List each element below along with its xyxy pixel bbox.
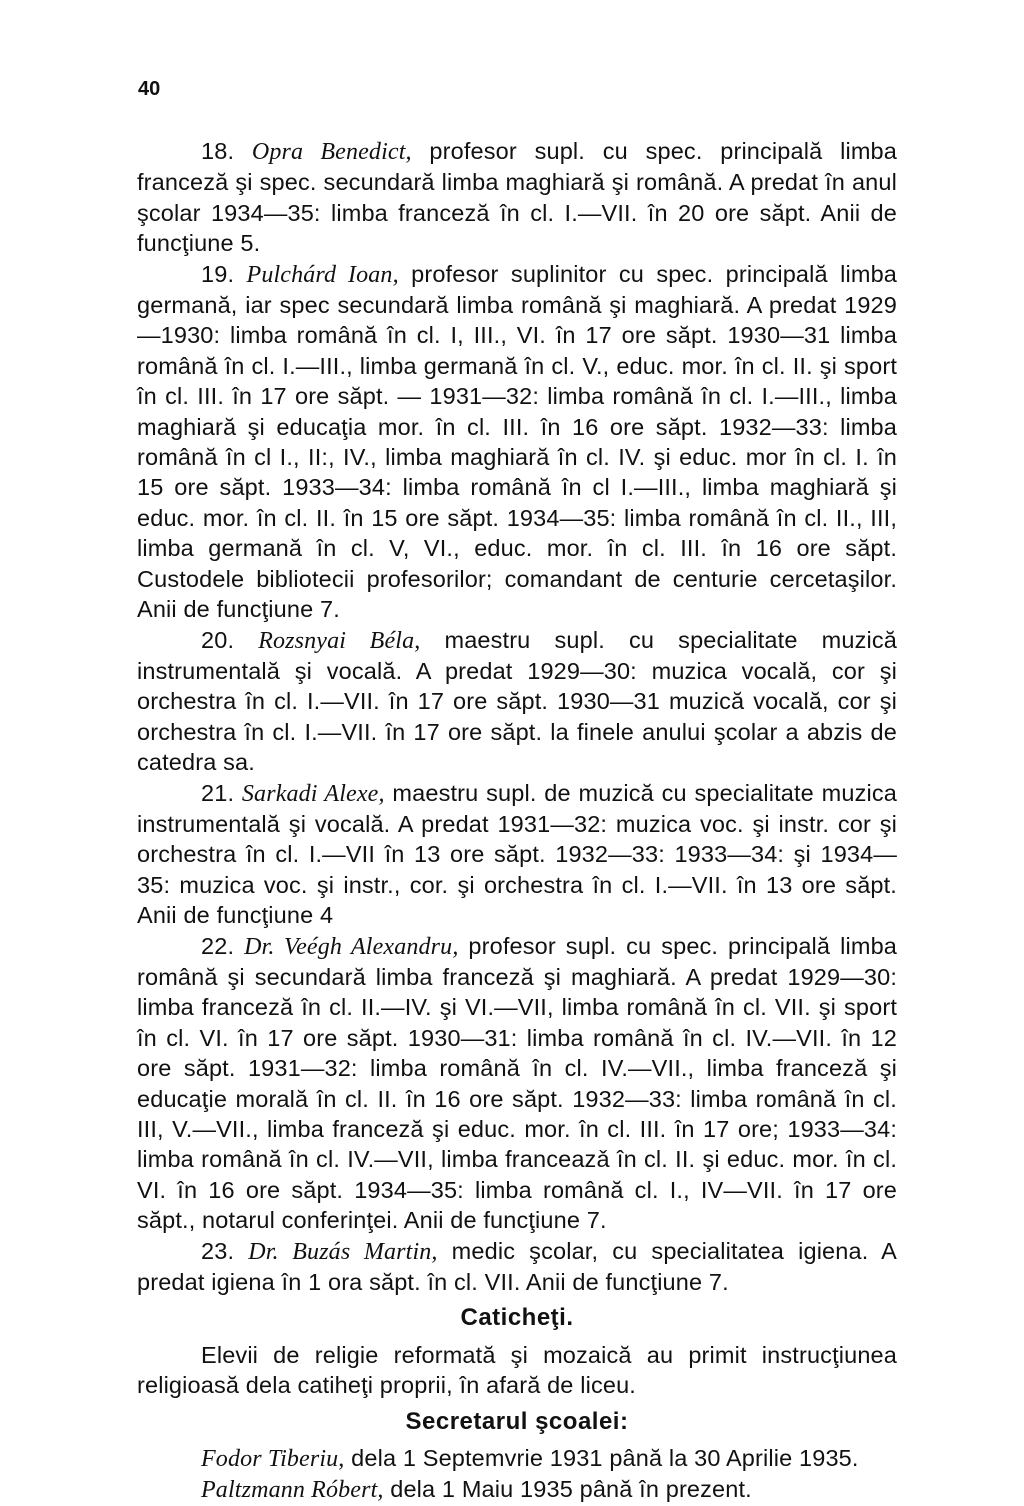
staff-entry-19 [137,259,897,625]
entry-text: profesor supl. cu spec. principală limba franceză şi spec. secundară limba maghiară şi română. A predat în anul şcolar 1934—35: limba franceză în cl. I.—VII. în 20 ore săpt. Anii de funcţiune 5. [137,138,897,257]
entry-number: 23. [201,1237,235,1264]
entry-number: 19. [201,260,235,287]
entry-number: 20. [201,626,235,653]
entry-text: profesor supl. cu spec. principală limba română şi secundară limba franceză şi maghiară. A predat 1929—30: limba franceză în cl. II.—IV. şi VI.—VII, limba română în cl. VII. şi sport în cl. VI. în 17 ore săpt. 1930—31: limba română în cl. IV.—VII. în 12 ore săpt. 1931—32: limba română în cl. IV.—VII., limba franceză şi educaţie morală în cl. II. în 16 ore săpt. 1932—33: limba română în cl. III, V.—VII., limba franceză şi educ. mor. în cl. III. în 17 ore; 1933—34: limba română în cl. IV.—VII, limba franceazǎ în cl. II. şi educ. mor. în cl. VI. în 16 ore săpt. 1934—35: limba română cl. I., IV—VII. în 17 ore săpt., notarul conferinţei. Anii de funcţiune 7. [137,932,898,1234]
staff-entry-23 [137,1236,897,1298]
secretary-entry [137,1474,897,1505]
section-heading-secretary: Secretarul şcoalei: [405,1407,629,1435]
secretary-period: dela 1 Septemvrie 1931 până la 30 Aprilie 1935. [344,1445,859,1472]
catecheti-paragraph: Elevii de religie reformată şi mozaică au primit instrucţiunea religioasă dela catiheţi proprii, în afară de liceu. [137,1341,897,1399]
secretary-name: Paltzmann Róbert, [201,1477,384,1504]
entry-text: profesor suplinitor cu spec. principală limba germană, iar spec secundară limba română şi maghiară. A predat 1929—1930: limba română în cl. I, III., VI. în 17 ore săpt. 1930—31 limba română în cl. I.—III., limba germană în cl. V., educ. mor. în cl. II. şi sport în cl. III. în 17 ore săpt. — 1931—32: limba română în cl. I.—III., limba maghiară şi educaţia mor. în cl. III. în 16 ore săpt. 1932—33: limba română în cl I., II:, IV., limba maghiară în cl. IV. şi educ. mor în cl. I. în 15 ore săpt. 1933—34: limba română în cl I.—III., limba maghiară şi educ. mor. în cl. II. în 15 ore săpt. 1934—35: limba română în cl. II., III, limba germană în cl. V, VI., educ. mor. în cl. III. în 16 ore săpt. Custodele bibliotecii profesorilor; comandant de centurie cercetaşilor. Anii de funcţiune 7. [137,260,898,623]
entry-number: 18. [201,138,235,164]
staff-entry-18 [137,136,897,259]
secretary-period: dela 1 Maiu 1935 până în prezent. [383,1476,752,1503]
section-heading-catecheti: Caticheţi. [460,1304,574,1332]
entry-number: 21. [201,779,235,806]
entry-text: maestru supl. cu specialitate muzică instrumentală şi vocală. A predat 1929—30: muzica vocală, cor şi orchestra în cl. I.—VII. în 17 ore săpt. 1930—31 muzică vocală, cor şi orchestra în cl. I.—VII. în 17 ore săpt. la finele anului şcolar a abzis de catedra sa. [137,626,897,776]
staff-name: Dr. Veégh Alexandru, [244,933,459,960]
entry-number: 22. [201,932,235,959]
staff-name: Sarkadi Alexe, [241,780,385,807]
staff-name: Dr. Buzás Martin, [248,1238,438,1265]
staff-name: Pulchárd Ioan, [246,261,399,288]
staff-name: Rozsnyai Béla, [258,627,421,654]
page-number: 40 [138,78,161,100]
staff-entry-21 [137,778,897,931]
secretary-entry [137,1443,897,1474]
staff-name: Opra Benedict, [251,139,412,165]
page-body [137,136,897,1506]
entry-text: medic şcolar, cu specialitatea igiena. A predat igiena în 1 ora săpt. în cl. VII. Anii de funcţiune 7. [137,1237,898,1296]
secretary-name: Fodor Tiberiu, [201,1446,345,1473]
staff-entry-20 [137,625,897,778]
entry-text: maestru supl. de muzică cu specialitate muzica instrumentală şi vocală. A predat 1931—32: muzica voc. şi instr. cor şi orchestra în cl. I.—VII în 13 ore săpt. 1932—33: 1933—34: şi 1934—35: muzica voc. şi instr., cor. şi orchestra în cl. I.—VII. în 13 ore săpt. Anii de funcţiune 4 [137,779,897,929]
staff-entry-22 [137,931,897,1236]
